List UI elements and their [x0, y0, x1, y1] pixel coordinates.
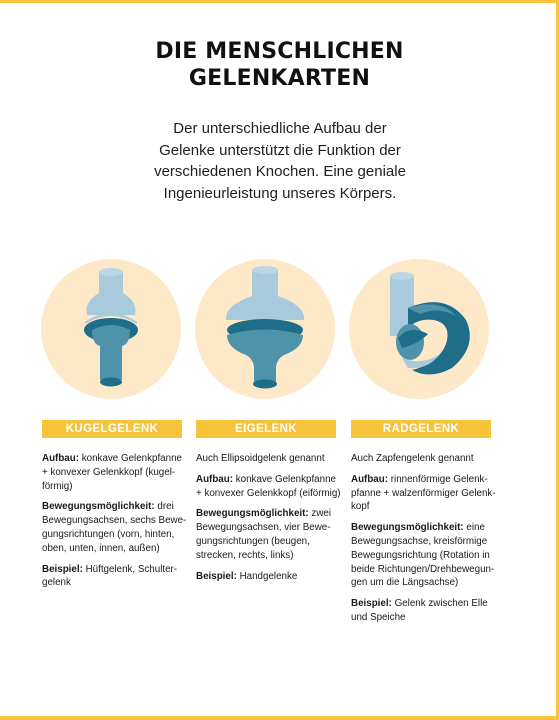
text-line [196, 473, 336, 487]
text-line: kopf [351, 501, 370, 513]
text-line: gungsrichtungen (beugen, [196, 535, 310, 547]
ellipsoid-joint-illustration [194, 258, 336, 400]
example-paragraph [351, 597, 491, 625]
movement-paragraph [196, 507, 336, 562]
para-text: zwei [311, 508, 332, 520]
intro-line: Der unterschiedliche Aufbau der [173, 120, 387, 137]
movement-paragraph [42, 500, 187, 555]
page-title [0, 38, 559, 92]
text-line: strecken, rechts, links) [196, 549, 294, 561]
pivot-joint-illustration [348, 258, 490, 400]
para-label: Beispiel: [351, 598, 392, 610]
example-paragraph [196, 570, 336, 584]
joint-column-pivot [351, 420, 496, 632]
aufbau-paragraph [351, 473, 496, 514]
title-line: DIE MENSCHLICHEN [155, 39, 404, 64]
example-paragraph [42, 563, 182, 591]
title-line: GELENKARTEN [188, 66, 371, 91]
joint-title-banner: RADGELENK [351, 420, 491, 438]
text-line [351, 597, 491, 611]
movement-paragraph [351, 521, 495, 590]
intro-line: verschiedenen Knochen. Eine geniale [154, 163, 406, 180]
text-line: gungsrichtungen (vorn, hinten, [42, 528, 175, 540]
text-line [196, 570, 336, 584]
text-line: gelenk [42, 577, 71, 589]
top-border [0, 0, 559, 3]
joint-column-ellipsoid [196, 420, 341, 590]
text-line: Bewegungsrichtung (Rotation in [351, 549, 490, 561]
text-line: Bewegungsachsen, sechs Bewe- [42, 515, 187, 527]
joint-title-banner: EIGELENK [196, 420, 336, 438]
para-text: drei [157, 501, 174, 513]
text-line: förmig) [42, 480, 73, 492]
text-line: beide Richtungen/Drehbewegun- [351, 563, 495, 575]
para-text: eine [466, 522, 485, 534]
text-line: Auch Ellipsoidgelenk genannt [196, 453, 325, 464]
para-text: konkave Gelenkpfanne [235, 473, 336, 485]
para-text: Gelenk zwischen Elle [394, 598, 488, 610]
para-text: rinnenförmige Gelenk- [390, 473, 488, 485]
text-line: pfanne + walzenförmiger Gelenk- [351, 487, 496, 499]
para-label: Aufbau: [42, 453, 80, 464]
para-label: Bewegungsmöglichkeit: [351, 522, 464, 534]
aufbau-paragraph [196, 473, 341, 501]
text-line [351, 473, 491, 487]
para-text: konkave Gelenkpfanne [81, 453, 182, 464]
text-line: gen um die Längsachse) [351, 577, 459, 589]
para-label: Beispiel: [42, 563, 83, 575]
intro-line: Ingenieurleistung unseres Körpers. [163, 184, 397, 202]
para-text: Hüftgelenk, Schulter- [85, 563, 178, 575]
text-line [42, 500, 182, 514]
text-line: oben, unten, innen, außen) [42, 542, 160, 554]
intro-text [120, 118, 440, 204]
text-line [351, 521, 491, 535]
para-label: Bewegungsmöglichkeit: [196, 508, 309, 520]
bottom-border [0, 716, 559, 720]
para-label: Beispiel: [196, 570, 237, 582]
text-line: Bewegungsachsen, vier Bewe- [196, 522, 331, 534]
text-line [196, 507, 336, 521]
text-line: Auch Zapfengelenk genannt [351, 453, 474, 464]
para-text: Handgelenke [239, 570, 298, 582]
alias-paragraph [196, 452, 336, 466]
text-line: + konvexer Gelenkkopf (eiförmig) [196, 487, 341, 499]
ball-joint-illustration [40, 258, 182, 400]
joint-column-ball [42, 420, 187, 597]
para-label: Aufbau: [196, 473, 234, 485]
text-line: Bewegungsachse, kreisförmige [351, 535, 488, 547]
text-line: und Speiche [351, 611, 406, 623]
para-label: Bewegungsmöglichkeit: [42, 501, 155, 513]
text-line: + konvexer Gelenkkopf (kugel- [42, 466, 176, 478]
aufbau-paragraph [42, 452, 182, 493]
para-label: Aufbau: [351, 473, 389, 485]
alias-paragraph [351, 452, 491, 466]
joint-title-banner: KUGELGELENK [42, 420, 182, 438]
intro-line: Gelenke unterstützt die Funktion der [159, 141, 401, 159]
text-line [42, 563, 182, 577]
text-line [42, 452, 182, 466]
